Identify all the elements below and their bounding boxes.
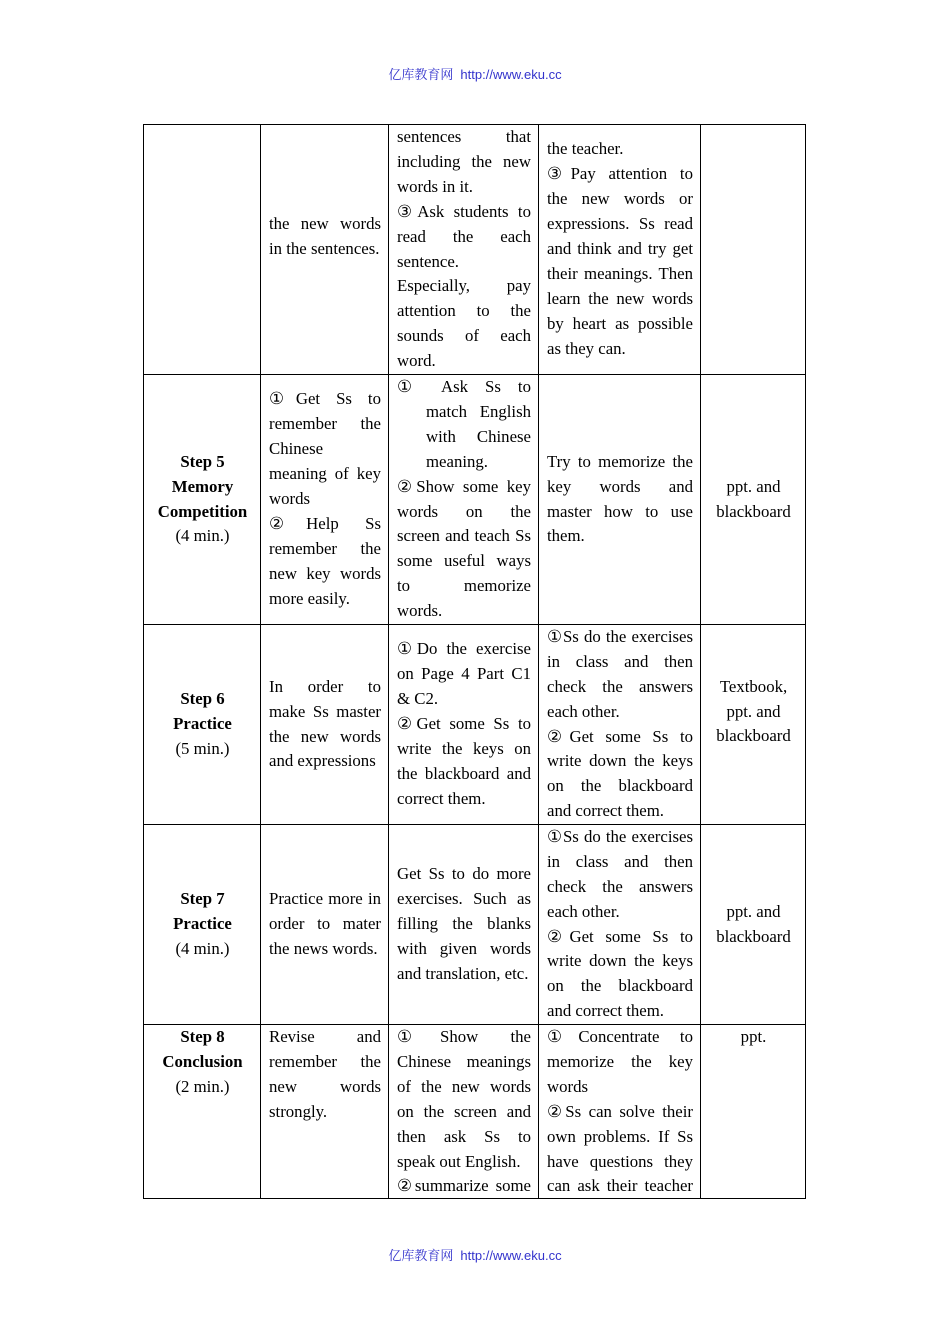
teaching-aid-line: blackboard [716, 926, 791, 946]
teaching-aid-line: Textbook, [719, 676, 788, 696]
row-1-teaching-aids-cell [701, 125, 806, 375]
text-line: meaning. [426, 451, 488, 471]
text-line: including the new [397, 151, 531, 171]
text-line: to memorize [397, 576, 531, 596]
text-line: on the screen and [397, 1101, 531, 1121]
text-line: the blackboard and [397, 763, 531, 783]
paragraph [547, 625, 693, 725]
text-line: sentences that [397, 126, 531, 146]
paragraph [397, 200, 531, 374]
text-line: write down the keys [547, 951, 693, 971]
text-line: Chinese meanings [397, 1051, 531, 1071]
text-line: remember the [269, 538, 381, 558]
text-line: ②Ss can solve their [547, 1101, 693, 1121]
step-title-line: Step 7 [180, 889, 225, 909]
text-line: own problems. If Ss [547, 1126, 693, 1146]
paragraph [547, 1025, 693, 1100]
paragraph [269, 512, 381, 612]
text-line: match English [426, 401, 531, 421]
text-line: Revise and [269, 1027, 381, 1046]
text-line: the news words. [269, 938, 378, 958]
text-line: ① Ask Ss to [397, 376, 531, 396]
text-line: ③Pay attention to [547, 164, 693, 184]
row-3-purpose-cell [261, 625, 389, 825]
paragraph [269, 887, 381, 962]
text-line: Try to memorize the [547, 451, 693, 471]
text-line: words in it. [397, 176, 473, 196]
step-title-line: Competition [157, 501, 248, 521]
teaching-aid-line: ppt. and [726, 701, 781, 721]
text-line: meaning of key [269, 464, 381, 484]
lesson-procedure-table [143, 124, 806, 1199]
row-5-teacher-activities-cell [389, 1025, 539, 1199]
text-line: by heart as possible [547, 313, 693, 333]
text-line: ②Help Ss [269, 513, 381, 533]
text-line: and think and try get [547, 239, 693, 259]
step-title-line: Memory [171, 476, 234, 496]
text-line: learn the new words [547, 288, 693, 308]
paragraph [397, 862, 531, 987]
text-line: ②summarize some [397, 1176, 531, 1196]
text-line: in class and then [547, 651, 693, 671]
row-1-student-activities-cell [539, 125, 701, 375]
text-line: write the keys on [397, 738, 531, 758]
row-2-step-cell [144, 375, 261, 625]
text-line: each other. [547, 901, 620, 921]
text-line: ①Ss do the exercises [547, 826, 693, 846]
text-line: ①Do the exercise [397, 639, 531, 659]
row-2-student-activities-cell [539, 375, 701, 625]
row-3-student-activities-cell [539, 625, 701, 825]
text-line: ①Show the [397, 1027, 531, 1046]
text-line: expressions. Ss read [547, 214, 693, 234]
step-title-line: Conclusion [162, 1051, 243, 1071]
text-line: as they can. [547, 338, 626, 358]
text-line: correct them. [397, 788, 486, 808]
text-line: screen and teach Ss [397, 526, 531, 546]
text-line: In order to [269, 676, 381, 696]
text-line: words [269, 489, 311, 509]
site-name: 亿库教育网 [388, 67, 454, 82]
teaching-aid-line: blackboard [716, 726, 791, 746]
text-line: with Chinese [426, 426, 531, 446]
row-3-teaching-aids-cell [701, 625, 806, 825]
text-line: key words and [547, 476, 693, 496]
row-5-purpose-cell [261, 1025, 389, 1199]
row-3-step-cell [144, 625, 261, 825]
page-footer [0, 1248, 950, 1264]
paragraph [547, 725, 693, 825]
step-duration: (5 min.) [175, 738, 230, 758]
paragraph [397, 475, 531, 624]
row-2-purpose-cell [261, 375, 389, 625]
text-line: Especially, pay [397, 276, 531, 296]
paragraph [269, 387, 381, 512]
text-line: the teacher. [547, 139, 624, 159]
paragraph [397, 1025, 531, 1174]
text-line: strongly. [269, 1101, 328, 1121]
row-4-step-cell [144, 825, 261, 1025]
text-line: & C2. [397, 689, 439, 709]
text-line: check the answers [547, 676, 693, 696]
paragraph [269, 675, 381, 775]
text-line: sounds of each [397, 326, 531, 346]
text-line: filling the blanks [397, 914, 531, 934]
site-url-link[interactable]: http://www.eku.cc [460, 1248, 562, 1263]
paragraph [269, 1025, 381, 1125]
text-line: write down the keys [547, 751, 693, 771]
paragraph [397, 712, 531, 812]
text-line: Get Ss to do more [397, 864, 531, 884]
text-line: each other. [547, 701, 620, 721]
row-4-teacher-activities-cell [389, 825, 539, 1025]
text-line: ①Ss do the exercises [547, 626, 693, 646]
step-title-line: Step 8 [180, 1027, 225, 1046]
paragraph [397, 375, 531, 475]
text-line: ①Get Ss to [269, 389, 381, 409]
text-line: make Ss master [269, 701, 381, 721]
row-1-purpose-cell [261, 125, 389, 375]
row-4-student-activities-cell [539, 825, 701, 1025]
text-line: ①Concentrate to [547, 1027, 693, 1046]
text-line: master how to use [547, 501, 693, 521]
text-line: read the each [397, 226, 531, 246]
paragraph [397, 637, 531, 712]
row-2-teaching-aids-cell [701, 375, 806, 625]
text-line: can ask their teacher [547, 1176, 693, 1196]
paragraph [547, 162, 693, 361]
text-line: memorize the key [547, 1051, 693, 1071]
text-line: remember the [269, 1051, 381, 1071]
teaching-aid-line: ppt. and [726, 901, 781, 921]
text-line: the new words [269, 726, 381, 746]
text-line: Chinese [269, 439, 324, 459]
text-line: on the blackboard [547, 776, 693, 796]
paragraph [397, 125, 531, 200]
text-line: them. [547, 526, 585, 546]
step-duration: (4 min.) [175, 938, 230, 958]
step-title-line: Step 5 [180, 451, 225, 471]
text-line: new key words [269, 563, 381, 583]
text-line: ②Get some Ss to [547, 926, 693, 946]
teaching-aid-line: blackboard [716, 501, 791, 521]
row-1-teacher-activities-cell [389, 125, 539, 375]
text-line: in the sentences. [269, 239, 380, 258]
text-line: have questions they [547, 1151, 693, 1171]
text-line: new words [269, 1076, 381, 1096]
paragraph [547, 137, 693, 162]
text-line: speak out English. [397, 1151, 521, 1171]
row-4-purpose-cell [261, 825, 389, 1025]
row-5-teaching-aids-cell [701, 1025, 806, 1199]
text-line: and correct them. [547, 801, 664, 821]
text-line: remember the [269, 414, 381, 434]
paragraph [269, 212, 381, 262]
text-line: and correct them. [547, 1001, 664, 1021]
page-header [0, 67, 950, 83]
row-3-teacher-activities-cell [389, 625, 539, 825]
text-line: of the new words [397, 1076, 531, 1096]
text-line: the new words or [547, 189, 693, 209]
text-line: ②Show some key [397, 476, 531, 496]
text-line: attention to the [397, 301, 531, 321]
paragraph [547, 825, 693, 925]
row-4-teaching-aids-cell [701, 825, 806, 1025]
step-duration: (4 min.) [175, 526, 230, 546]
text-line: words. [397, 601, 443, 621]
step-duration: (2 min.) [175, 1076, 230, 1096]
text-line: sentence. [397, 251, 459, 271]
step-title-line: Practice [173, 714, 232, 734]
text-line: on Page 4 Part C1 [397, 664, 531, 684]
text-line: their meanings. Then [547, 263, 693, 283]
text-line: order to mater [269, 914, 381, 934]
step-title-line: Step 6 [180, 689, 225, 709]
text-line: check the answers [547, 876, 693, 896]
paragraph [397, 1174, 531, 1199]
text-line: and expressions [269, 751, 376, 771]
teaching-aid-line: ppt. [740, 1027, 767, 1046]
paragraph [547, 450, 693, 550]
text-line: then ask Ss to [397, 1126, 531, 1146]
text-line: and translation, etc. [397, 963, 529, 983]
text-line: the new words [269, 214, 381, 234]
text-line: words [547, 1076, 589, 1096]
teaching-aid-line: ppt. and [726, 476, 781, 496]
row-1-step-cell [144, 125, 261, 375]
text-line: some useful ways [397, 551, 531, 571]
text-line: in class and then [547, 851, 693, 871]
text-line: more easily. [269, 588, 350, 608]
row-5-step-cell [144, 1025, 261, 1199]
text-line: ③Ask students to [397, 201, 531, 221]
text-line: with given words [397, 938, 531, 958]
row-5-student-activities-cell [539, 1025, 701, 1199]
paragraph [547, 925, 693, 1025]
text-line: words on the [397, 501, 531, 521]
step-title-line: Practice [173, 914, 232, 934]
site-name: 亿库教育网 [388, 1248, 454, 1263]
row-2-teacher-activities-cell [389, 375, 539, 625]
site-url-link[interactable]: http://www.eku.cc [460, 67, 562, 82]
text-line: word. [397, 351, 436, 371]
text-line: exercises. Such as [397, 889, 531, 909]
text-line: ②Get some Ss to [397, 714, 531, 734]
text-line: Practice more in [269, 889, 381, 909]
paragraph [547, 1100, 693, 1199]
text-line: on the blackboard [547, 976, 693, 996]
text-line: ②Get some Ss to [547, 726, 693, 746]
